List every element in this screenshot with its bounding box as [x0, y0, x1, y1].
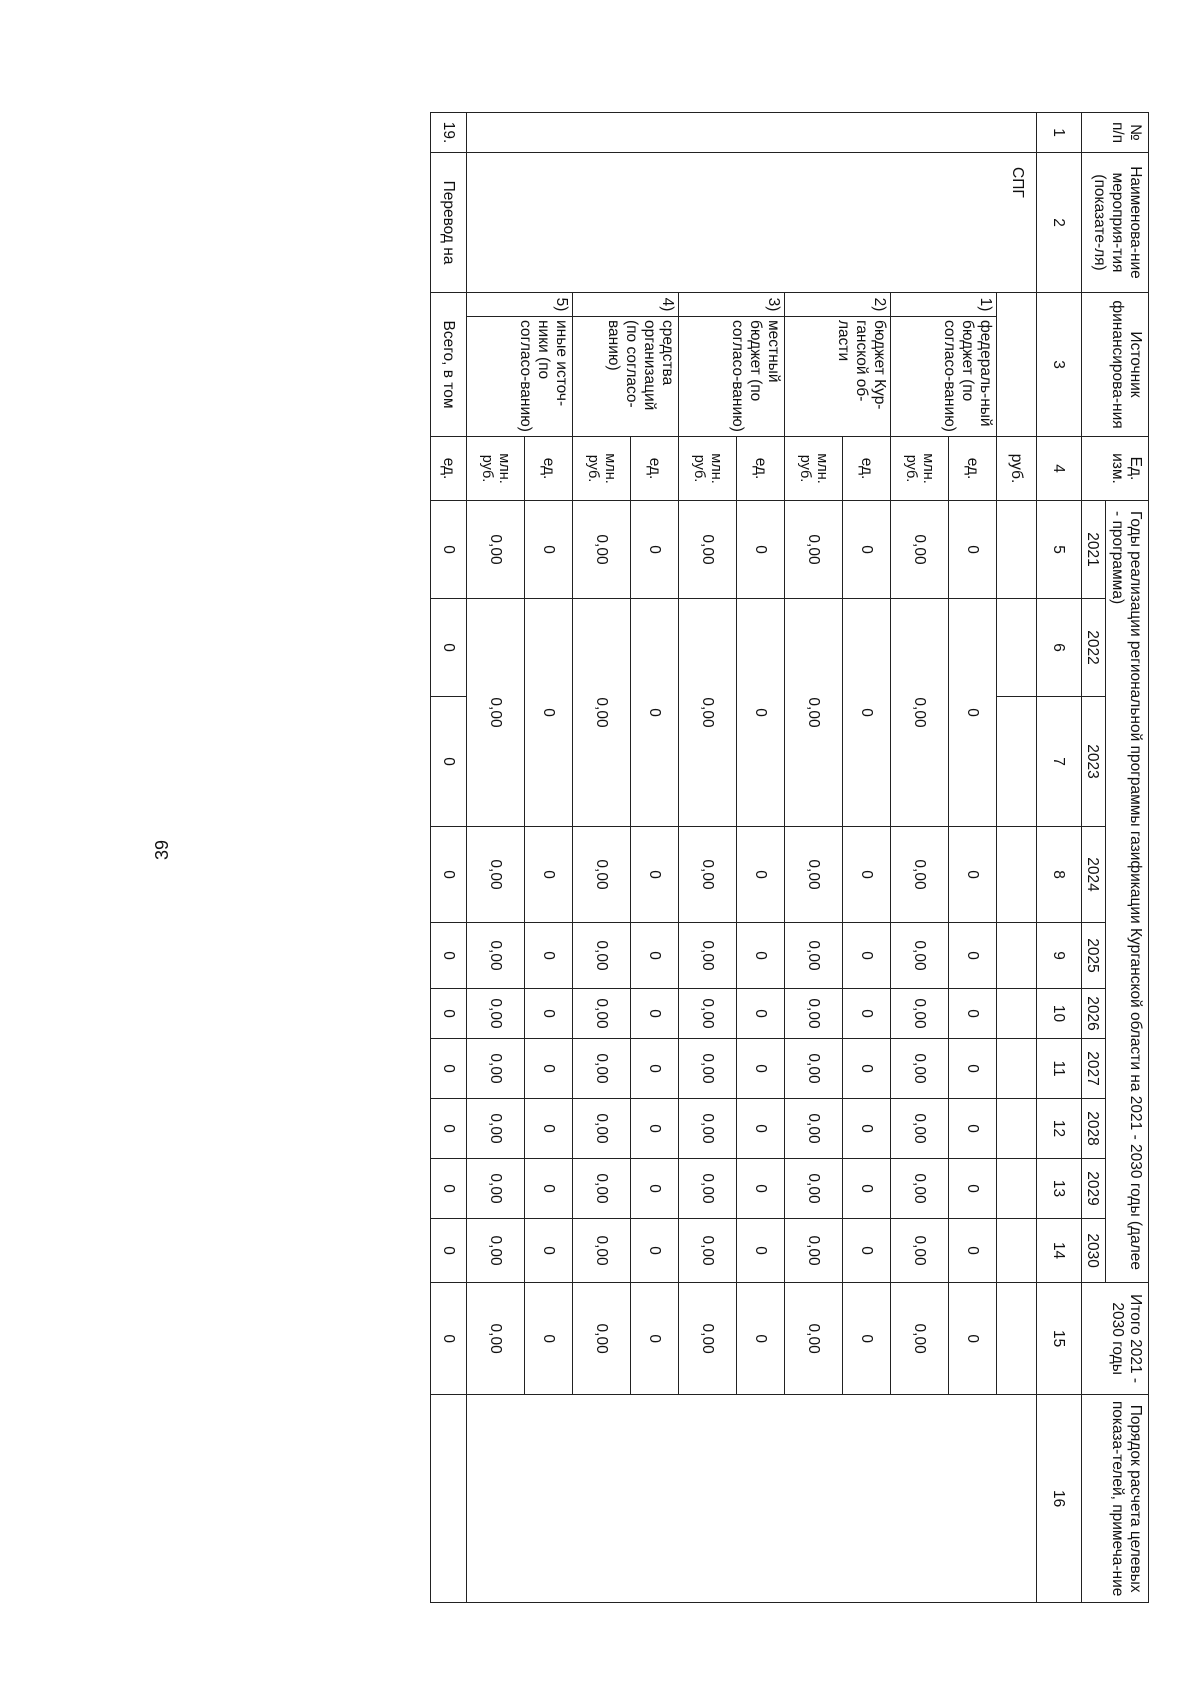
year-header-2021: 2021: [1081, 501, 1106, 599]
header-years-title: Годы реализации региональной программы газификации Курганской области на 2021 - 2030 годы (далее - программа): [1106, 501, 1149, 1283]
source-empty: [996, 293, 1036, 437]
column-number-7: 7: [1036, 697, 1081, 827]
value-2029: 0: [736, 1159, 784, 1219]
value-2025: 0,00: [784, 923, 842, 989]
value-2027: 0,00: [466, 1039, 524, 1099]
value-2022-2023: 0: [524, 599, 572, 827]
column-number-16: 16: [1036, 1395, 1081, 1603]
source-name: иные источ-ники (по согласо-ванию): [466, 317, 572, 437]
value-2025: 0: [736, 923, 784, 989]
value-2027: 0: [736, 1039, 784, 1099]
column-number-5: 5: [1036, 501, 1081, 599]
value-2028: 0: [524, 1099, 572, 1159]
year-header-2026: 2026: [1081, 989, 1106, 1039]
value-2025: 0,00: [466, 923, 524, 989]
value-2026: 0: [736, 989, 784, 1039]
value-2029: 0,00: [784, 1159, 842, 1219]
column-number-12: 12: [1036, 1099, 1081, 1159]
value-empty: [996, 501, 1036, 599]
value-2021: 0: [948, 501, 996, 599]
measure-name: Перевод на: [430, 153, 466, 293]
value-cell: 0: [430, 1039, 466, 1099]
value-empty: [996, 923, 1036, 989]
value-2030: 0: [524, 1219, 572, 1283]
value-2024: 0,00: [466, 827, 524, 923]
year-header-2028: 2028: [1081, 1099, 1106, 1159]
value-2022-2023: 0,00: [572, 599, 630, 827]
value-2027: 0,00: [890, 1039, 948, 1099]
column-number-3: 3: [1036, 293, 1081, 437]
source-name: местный бюджет (по согласо-ванию): [678, 317, 784, 437]
value-2028: 0: [842, 1099, 890, 1159]
value-empty: [996, 1099, 1036, 1159]
column-number-4: 4: [1036, 437, 1081, 501]
header-method: Порядок расчета целевых показа-телей, примеча-ние: [1081, 1395, 1148, 1603]
column-number-1: 1: [1036, 113, 1081, 153]
value-2022-2023: 0: [630, 599, 678, 827]
value-total: 0: [524, 1283, 572, 1395]
value-2021: 0: [524, 501, 572, 599]
value-2022-2023: 0: [842, 599, 890, 827]
value-2029: 0: [524, 1159, 572, 1219]
value-2025: 0: [948, 923, 996, 989]
year-header-2029: 2029: [1081, 1159, 1106, 1219]
header-total: Итого 2021 - 2030 годы: [1081, 1283, 1148, 1395]
rotated-table-wrapper: [201, 112, 1149, 1602]
value-2027: 0,00: [678, 1039, 736, 1099]
page-number: 39: [152, 839, 172, 861]
unit-count: ед.: [430, 437, 466, 501]
column-number-9: 9: [1036, 923, 1081, 989]
value-2022-2023: 0,00: [890, 599, 948, 827]
value-total: 0,00: [678, 1283, 736, 1395]
value-2028: 0,00: [784, 1099, 842, 1159]
column-number-13: 13: [1036, 1159, 1081, 1219]
value-2026: 0: [630, 989, 678, 1039]
value-2029: 0,00: [466, 1159, 524, 1219]
column-number-11: 11: [1036, 1039, 1081, 1099]
value-2028: 0: [736, 1099, 784, 1159]
value-2024: 0,00: [572, 827, 630, 923]
value-2030: 0,00: [678, 1219, 736, 1283]
source-index: 5): [466, 293, 572, 317]
value-total: 0: [736, 1283, 784, 1395]
value-2030: 0,00: [466, 1219, 524, 1283]
value-total: 0: [630, 1283, 678, 1395]
source-name: средства организаций (по согласо-ванию): [572, 317, 678, 437]
year-header-2025: 2025: [1081, 923, 1106, 989]
source-index: 4): [572, 293, 678, 317]
value-2022-2023: 0,00: [784, 599, 842, 827]
value-empty: [996, 1159, 1036, 1219]
header-unit: Ед. изм.: [1081, 437, 1148, 501]
value-2021: 0,00: [678, 501, 736, 599]
row-number: 19.: [430, 113, 466, 153]
value-cell: 0: [430, 827, 466, 923]
unit-count: ед.: [842, 437, 890, 501]
source-name: бюджет Кур-ганской об-ласти: [784, 317, 890, 437]
column-number-14: 14: [1036, 1219, 1081, 1283]
value-2025: 0,00: [678, 923, 736, 989]
value-2024: 0,00: [890, 827, 948, 923]
column-number-2: 2: [1036, 153, 1081, 293]
value-2025: 0: [842, 923, 890, 989]
source-row-count: [948, 113, 996, 1603]
value-cell: 0: [430, 697, 466, 827]
value-2021: 0: [736, 501, 784, 599]
value-2029: 0,00: [890, 1159, 948, 1219]
method-empty: [466, 1395, 1036, 1603]
method-empty: [430, 1395, 466, 1603]
unit-rub: руб.: [996, 437, 1036, 501]
value-2026: 0: [842, 989, 890, 1039]
year-header-2023: 2023: [1081, 697, 1106, 827]
value-empty: [996, 599, 1036, 697]
value-2027: 0: [948, 1039, 996, 1099]
row-19: [430, 113, 466, 1603]
unit-money: млн. руб.: [890, 437, 948, 501]
value-2021: 0,00: [466, 501, 524, 599]
value-2024: 0: [842, 827, 890, 923]
unit-count: ед.: [524, 437, 572, 501]
column-number-8: 8: [1036, 827, 1081, 923]
value-2026: 0,00: [890, 989, 948, 1039]
value-2026: 0,00: [678, 989, 736, 1039]
value-2026: 0: [524, 989, 572, 1039]
unit-money: млн. руб.: [466, 437, 524, 501]
value-2027: 0,00: [572, 1039, 630, 1099]
value-2024: 0: [948, 827, 996, 923]
value-2021: 0,00: [890, 501, 948, 599]
header-name: Наименова-ние мероприя-тия (показате-ля): [1081, 153, 1148, 293]
source-index: 2): [784, 293, 890, 317]
value-2024: 0,00: [678, 827, 736, 923]
value-2028: 0,00: [466, 1099, 524, 1159]
year-header-2027: 2027: [1081, 1039, 1106, 1099]
value-total: 0: [430, 1283, 466, 1395]
value-2027: 0: [630, 1039, 678, 1099]
value-empty: [996, 1283, 1036, 1395]
program-table: [430, 112, 1149, 1603]
value-total: 0,00: [466, 1283, 524, 1395]
unit-money: млн. руб.: [678, 437, 736, 501]
source-row-count: [842, 113, 890, 1603]
unit-count: ед.: [736, 437, 784, 501]
value-2026: 0,00: [466, 989, 524, 1039]
value-2028: 0,00: [572, 1099, 630, 1159]
value-2029: 0: [842, 1159, 890, 1219]
value-empty: [996, 989, 1036, 1039]
value-2027: 0: [524, 1039, 572, 1099]
column-number-10: 10: [1036, 989, 1081, 1039]
value-2030: 0,00: [784, 1219, 842, 1283]
value-2022-2023: 0,00: [466, 599, 524, 827]
value-2021: 0: [630, 501, 678, 599]
value-2026: 0,00: [784, 989, 842, 1039]
unit-count: ед.: [948, 437, 996, 501]
value-2029: 0: [948, 1159, 996, 1219]
value-empty: [996, 827, 1036, 923]
value-cell: 0: [430, 989, 466, 1039]
source-row-count: [524, 113, 572, 1603]
value-2024: 0,00: [784, 827, 842, 923]
value-total: 0: [948, 1283, 996, 1395]
value-2025: 0,00: [572, 923, 630, 989]
source-name: Всего, в том: [430, 293, 466, 437]
value-2028: 0: [630, 1099, 678, 1159]
column-number-15: 15: [1036, 1283, 1081, 1395]
value-cell: 0: [430, 599, 466, 697]
value-2030: 0,00: [572, 1219, 630, 1283]
value-cell: 0: [430, 1099, 466, 1159]
value-2027: 0: [842, 1039, 890, 1099]
value-cell: 0: [430, 923, 466, 989]
source-index: 1): [890, 293, 996, 317]
value-2027: 0,00: [784, 1039, 842, 1099]
source-index: 3): [678, 293, 784, 317]
source-name: федераль-ный бюджет (по согласо-ванию): [890, 317, 996, 437]
value-2029: 0,00: [572, 1159, 630, 1219]
value-2030: 0,00: [890, 1219, 948, 1283]
unit-money: млн. руб.: [572, 437, 630, 501]
value-2030: 0: [842, 1219, 890, 1283]
value-empty: [996, 1219, 1036, 1283]
value-2025: 0: [630, 923, 678, 989]
source-row-count: [736, 113, 784, 1603]
value-2028: 0,00: [678, 1099, 736, 1159]
row-no-empty: [466, 113, 1036, 153]
value-cell: 0: [430, 1159, 466, 1219]
header-source: Источник финансирова-ния: [1081, 293, 1148, 437]
value-empty: [996, 697, 1036, 827]
value-total: 0,00: [784, 1283, 842, 1395]
value-2021: 0,00: [572, 501, 630, 599]
value-2022-2023: 0: [948, 599, 996, 827]
value-2030: 0: [948, 1219, 996, 1283]
value-2028: 0,00: [890, 1099, 948, 1159]
year-header-2030: 2030: [1081, 1219, 1106, 1283]
value-2029: 0: [630, 1159, 678, 1219]
value-2025: 0,00: [890, 923, 948, 989]
header-no: № п/п: [1081, 113, 1148, 153]
value-2028: 0: [948, 1099, 996, 1159]
value-2030: 0: [630, 1219, 678, 1283]
value-total: 0,00: [572, 1283, 630, 1395]
value-2022-2023: 0,00: [678, 599, 736, 827]
value-cell: 0: [430, 501, 466, 599]
value-total: 0,00: [890, 1283, 948, 1395]
value-total: 0: [842, 1283, 890, 1395]
value-2029: 0,00: [678, 1159, 736, 1219]
column-number-6: 6: [1036, 599, 1081, 697]
value-2022-2023: 0: [736, 599, 784, 827]
value-2024: 0: [736, 827, 784, 923]
year-header-2024: 2024: [1081, 827, 1106, 923]
measure-name: СПГ: [466, 153, 1036, 293]
year-header-2022: 2022: [1081, 599, 1106, 697]
value-2024: 0: [630, 827, 678, 923]
value-empty: [996, 1039, 1036, 1099]
value-2021: 0,00: [784, 501, 842, 599]
value-2025: 0: [524, 923, 572, 989]
value-2021: 0: [842, 501, 890, 599]
value-cell: 0: [430, 1219, 466, 1283]
unit-money: млн. руб.: [784, 437, 842, 501]
value-2030: 0: [736, 1219, 784, 1283]
value-2024: 0: [524, 827, 572, 923]
source-row-count: [630, 113, 678, 1603]
value-2026: 0: [948, 989, 996, 1039]
value-2026: 0,00: [572, 989, 630, 1039]
unit-count: ед.: [630, 437, 678, 501]
spg-row: [996, 113, 1036, 1603]
